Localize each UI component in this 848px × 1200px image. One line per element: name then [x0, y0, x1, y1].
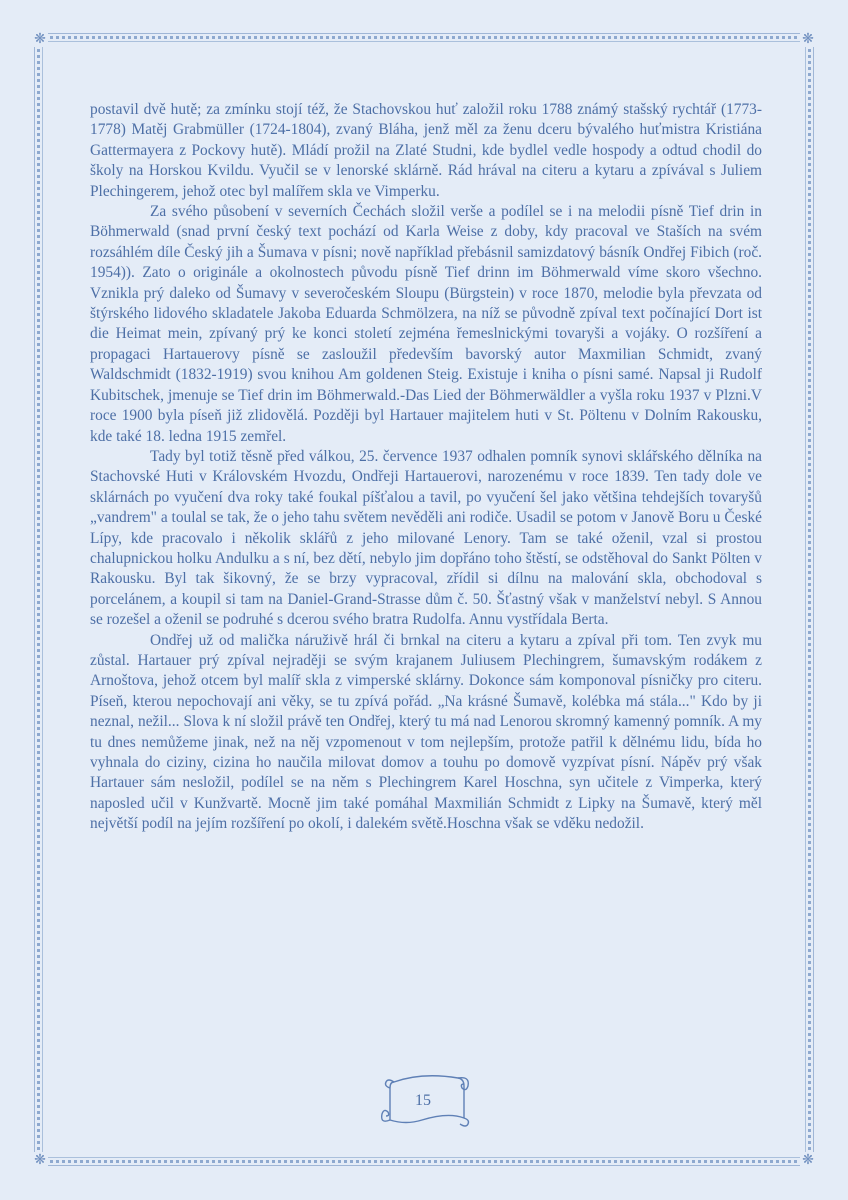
paragraph: Za svého působení v severních Čechách složil verše a podílel se i na melodii písně Tief drin in Böhmerwald (snad první český text pochází od Karla Weise z doby, kdy pracoval ve Staších na svém rozsáhlém díle Český jih a Šumava v písni; nově například přebásnil samizdatový básník Ondřej Fibich (roč. 1954)). Zato o originále a okolnostech původu písně Tief drinn im Böhmerwald víme skoro všechno. Vznikla prý daleko od Šumavy v severočeském Sloupu (Bürgstein) v roce 1870, melodie byla převzata od štýrského lidového skladatele Jakoba Eduarda Schmölzera, na níž se původně zpíval text počínající Dort ist die Heimat mein, zpívaný prý ke konci století zejména řemeslnickými tovaryši a vojáky. O rozšíření a propagaci Hartauerovy písně se zasloužil především bavorský autor Maxmilian Schmidt, zvaný Waldschmidt (1832-1919) svou knihou Am goldenen Steig. Existuje i kniha o písni samé. Napsal ji Rudolf Kubitschek, jmenuje se Tief drin im Böhmerwald.-Das Lied der Böhmerwäldler a vyšla roku 1937 v Plzni.V roce 1900 byla píseň již zlidovělá. Později byl Hartauer majitelem huti v St. Pöltenu v Dolním Rakousku, kde také 18. ledna 1915 zemřel. — [90, 203, 762, 445]
corner-ornament-icon: ❋ — [800, 31, 816, 47]
page-number: 15 — [415, 1092, 431, 1109]
corner-ornament-icon: ❋ — [800, 1152, 816, 1168]
paragraph: Tady byl totiž těsně před válkou, 25. července 1937 odhalen pomník synovi sklářského dělníka na Stachovské Huti v Královském Hvozdu, Ondřeji Hartauerovi, narozenému v roce 1839. Ten tady dole ve sklárnách po vyučení dva roky také foukal píšťalou a tavil, po vyučení šel jako většina tehdejších tovaryšů „vandrem" a toulal se tak, že o jeho tahu světem nevěděli ani rodiče. Usadil se potom v Janově Boru u České Lípy, kde pracovalo i několik sklářů z jeho milované Lenory. Tam se také oženil, vzal si prostou chalupnickou holku Andulku a s ní, bez dětí, nebylo jim dopřáno toho štěstí, se odstěhoval do Sankt Pölten v Rakousku. Byl tak šikovný, že se brzy vypracoval, zřídil si dílnu na malování skla, obchodoval s porcelánem, a koupil si tam na Daniel-Grand-Strasse dům č. 50. Šťastný však v manželství nebyl. S Annou se rozešel a oženil se podruhé s dcerou svého bratra Rudolfa. Annu vystřídala Berta. — [90, 447, 762, 629]
paragraph: Ondřej už od malička náruživě hrál či brnkal na citeru a kytaru a zpíval při tom. Ten zvyk mu zůstal. Hartauer prý zpíval nejraději se svým krajanem Juliusem Plechingrem, šumavským rodákem z Arnoštova, jehož otcem byl malíř skla z vimperské sklárny. Dokonce sám komponoval písničky pro citeru. Píseň, kterou nepochovají ani věky, se tu zpívá pořád. „Na krásné Šumavě, kolébka má stála..." Kdo by ji neznal, nežil... Slova k ní složil právě ten Ondřej, který tu má nad Lenorou skromný kamenný pomník. A my tu dnes nemůžeme jinak, než na něj vzpomenout v tom nejlepším, protože patřil k dělnému lidu, bída ho vyhnala do ciziny, cizina ho naučila milovat domov a touhu po domově vyzpívat písní. Nápěv prý však Hartauer sám nesložil, podílel se na něm s Plechingrem Karel Hoschna, syn učitele z Vimperka, který naposled učil v Kunžvartě. Mocně jim také pomáhal Maxmilián Schmidt z Lipky na Šumavě, který měl největší podíl na jejím rozšíření po okolí, i dalekém světě.Hoschna však se vděku nedožil. — [90, 631, 762, 833]
body-text — [90, 100, 762, 835]
paragraph: postavil dvě hutě; za zmínku stojí též, že Stachovskou huť založil roku 1788 známý stašský rychtář (1773-1778) Matěj Grabmüller (1724-1804), zvaný Bláha, jenž měl za ženu dceru bývalého huťmistra Kristiána Gattermayera z Pockovy hutě). Mládí prožil na Zlaté Studni, kde bydlel vedle hospody a odtud chodil do školy na Horskou Kvildu. Vyučil se v lenorské sklárně. Rád hrával na citeru a kytaru a zpívával s Juliem Plechingerem, jehož otec byl malířem skla ve Vimperku. — [90, 101, 762, 200]
corner-ornament-icon: ❋ — [32, 31, 48, 47]
corner-ornament-icon: ❋ — [32, 1152, 48, 1168]
